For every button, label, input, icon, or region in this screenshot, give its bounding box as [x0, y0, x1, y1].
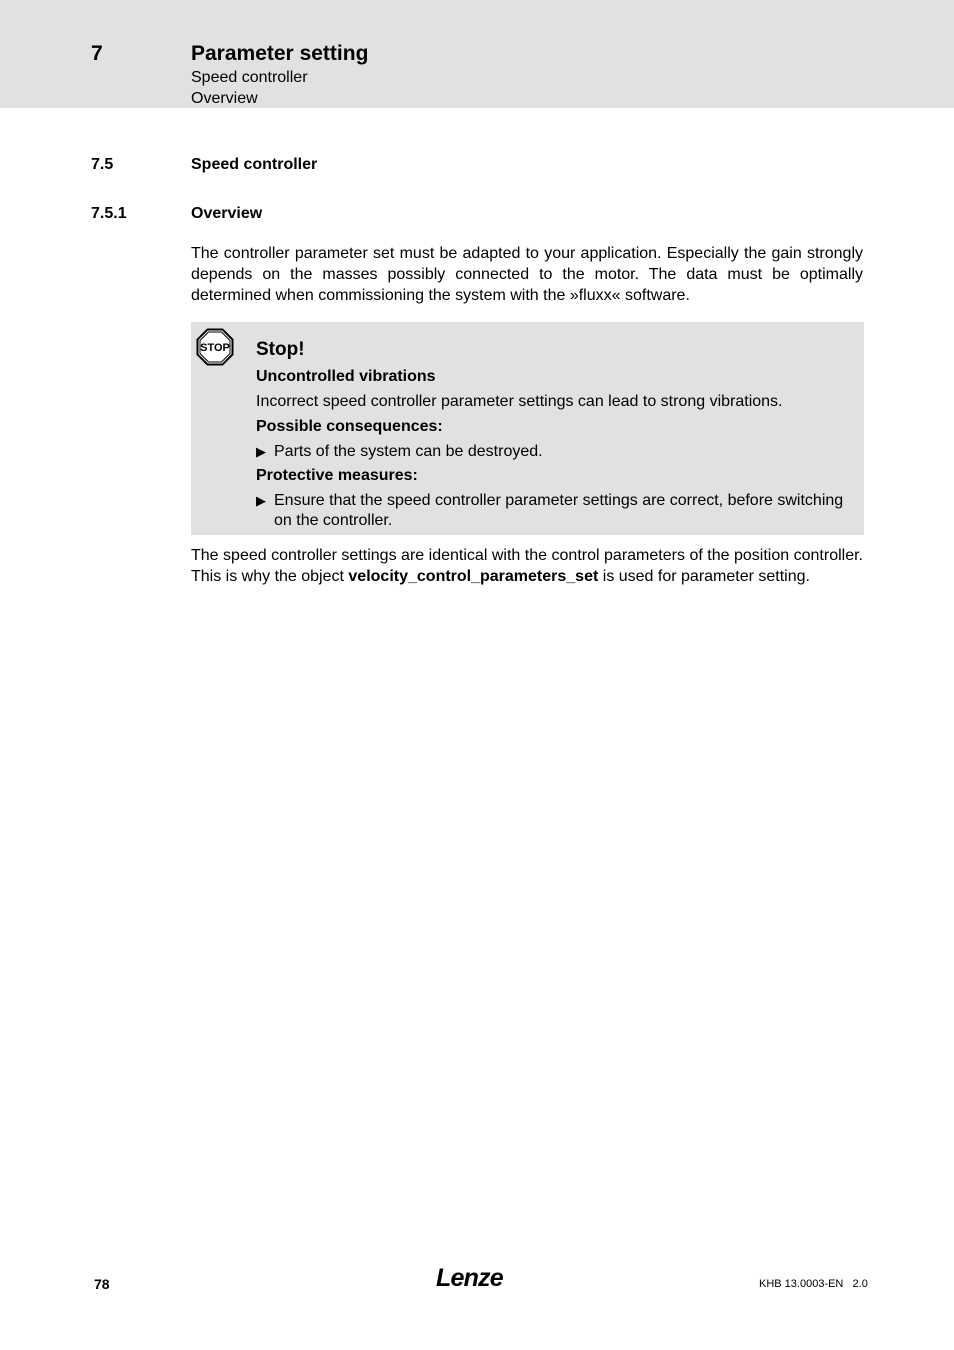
page-number: 78: [94, 1276, 110, 1292]
stop-icon-text: STOP: [200, 342, 230, 354]
section-title: Speed controller: [191, 156, 318, 173]
consequences-label: Possible consequences:: [256, 418, 443, 435]
section-number: 7.5: [91, 156, 114, 173]
lenze-logo: [436, 1264, 516, 1292]
measure-text: Ensure that the speed controller parameter settings are correct, before switching on the controller.: [274, 492, 844, 529]
stop-sign-icon: [196, 328, 234, 366]
bullet-arrow-icon: ▶: [256, 493, 266, 508]
chapter-title: Parameter setting: [191, 42, 369, 65]
subsection-number: 7.5.1: [91, 205, 127, 222]
logo-text: Lenze: [436, 1264, 503, 1292]
measures-label: Protective measures:: [256, 467, 418, 484]
stop-notice: [191, 322, 864, 535]
header-subtitle-2: Overview: [191, 90, 258, 107]
document-id: KHB 13.0003-EN 2.0: [759, 1278, 868, 1290]
closing-paragraph: [191, 545, 863, 587]
hazard-description: Incorrect speed controller parameter settings can lead to strong vibrations.: [256, 393, 783, 410]
bullet-arrow-icon: ▶: [256, 444, 266, 459]
consequence-text: Parts of the system can be destroyed.: [274, 443, 543, 460]
hazard-label: Uncontrolled vibrations: [256, 368, 436, 385]
closing-text-after: is used for parameter setting.: [598, 568, 810, 585]
stop-title: Stop!: [256, 339, 305, 360]
chapter-number: 7: [91, 42, 103, 65]
list-item: [256, 491, 856, 531]
closing-text-before: The speed controller settings are identical with the control parameters of the position controller. This is why the object: [191, 547, 863, 585]
object-name: velocity_control_parameters_set: [348, 568, 599, 585]
header-subtitle-1: Speed controller: [191, 69, 308, 86]
page-header: [0, 0, 954, 108]
list-item: [256, 442, 856, 462]
subsection-title: Overview: [191, 205, 263, 222]
intro-paragraph: The controller parameter set must be adapted to your application. Especially the gain strongly depends on the masses possibly connected to the motor. The data must be optimally determined when commissioning the system with the »fluxx« software.: [191, 245, 863, 304]
stop-notice-content: [256, 338, 856, 535]
